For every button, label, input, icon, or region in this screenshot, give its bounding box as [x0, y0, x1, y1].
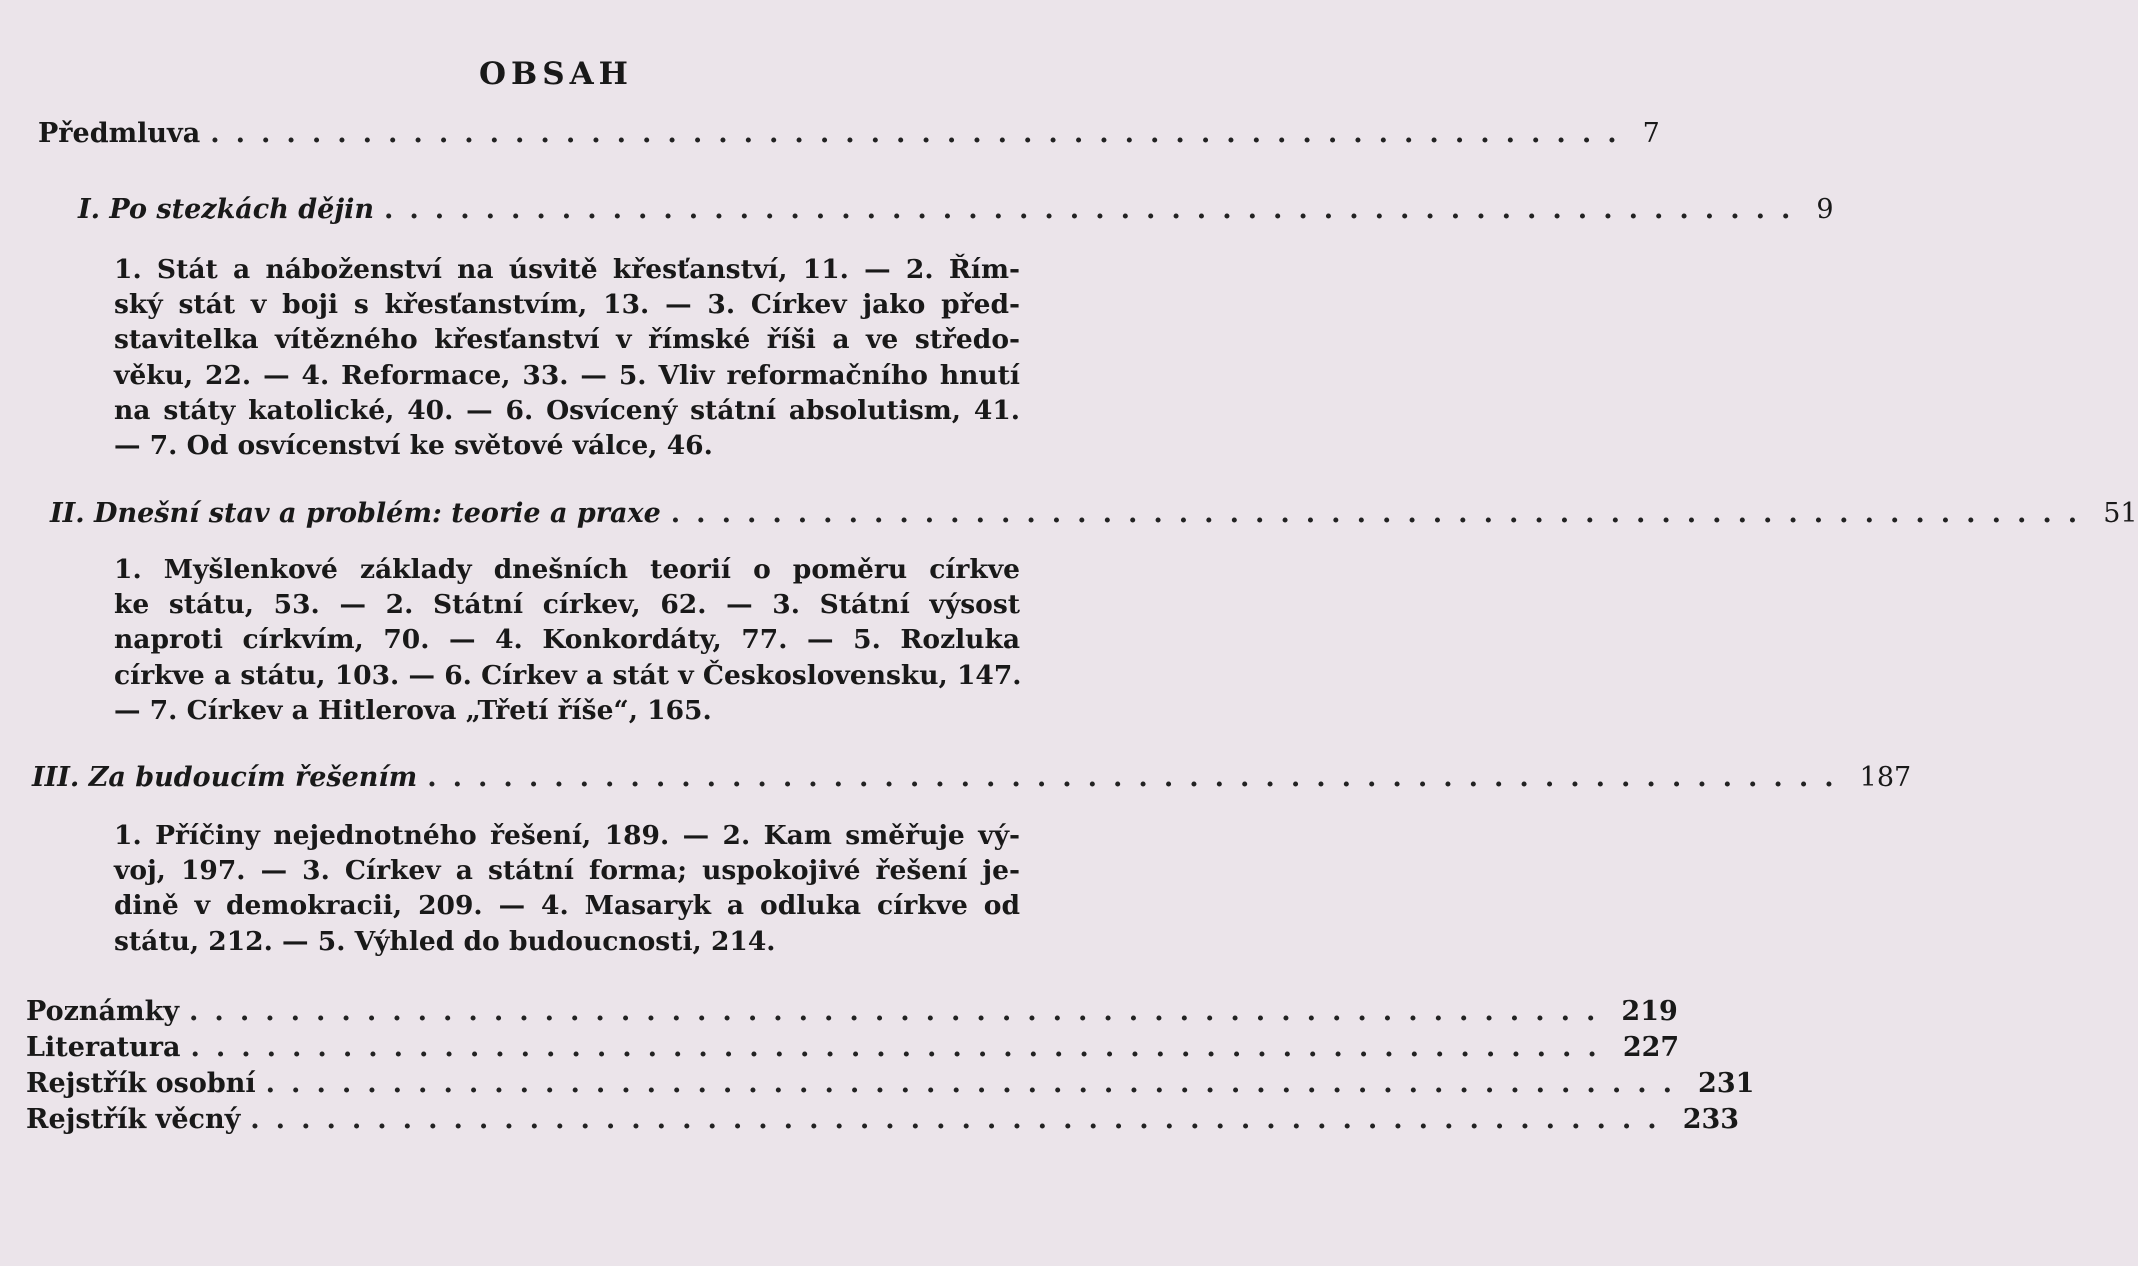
leader-dots: ........................................................: [210, 118, 1633, 149]
toc-entry-label: III. Za budoucím řešením: [32, 762, 418, 793]
leader-dots: ........................................................: [670, 498, 2094, 529]
contents-line: státu, 212. — 5. Výhled do budoucnosti, 214.: [114, 925, 776, 957]
contents-line: na státy katolické, 40. — 6. Osvícený státní absolutism, 41.: [114, 394, 1020, 426]
toc-entry-page: 7: [1642, 118, 1660, 149]
toc-entry-section-1: [78, 194, 1834, 225]
leader-dots: ........................................................: [250, 1104, 1673, 1135]
contents-line: stavitelka vítězného křesťanství v římské říši a ve středo-: [114, 324, 1020, 356]
page-title: OBSAH: [479, 56, 633, 92]
leader-dots: ........................................................: [427, 762, 1850, 793]
toc-entry-section-2: [50, 498, 2138, 529]
contents-line: naproti církvím, 70. — 4. Konkordáty, 77. — 5. Rozluka: [114, 624, 1020, 656]
leader-dots: ........................................................: [189, 996, 1612, 1027]
contents-line: — 7. Církev a Hitlerova „Třetí říše“, 165.: [114, 694, 712, 726]
toc-entry-label: II. Dnešní stav a problém: teorie a praxe: [50, 498, 661, 529]
toc-entry-page: 227: [1622, 1032, 1680, 1063]
contents-line: ke státu, 53. — 2. Státní církev, 62. — 3. Státní výsost: [114, 589, 1020, 621]
toc-entry-literature: [26, 1032, 1680, 1063]
toc-entry-page: 231: [1698, 1068, 1755, 1099]
toc-entry-section-3: [32, 762, 1912, 793]
toc-entry-preface: [38, 118, 1660, 149]
toc-entry-label: Poznámky: [26, 996, 180, 1027]
section-3-contents: [114, 818, 1020, 959]
contents-line: 1. Stát a náboženství na úsvitě křesťanství, 11. — 2. Řím-: [114, 254, 1020, 285]
contents-line: 1. Myšlenkové základy dnešních teorií o poměru církve: [114, 554, 1020, 585]
contents-line: dině v demokracii, 209. — 4. Masaryk a odluka církve od: [114, 890, 1020, 922]
section-2-contents: [114, 552, 1020, 728]
contents-line: věku, 22. — 4. Reformace, 33. — 5. Vliv reformačního hnutí: [114, 359, 1020, 391]
leader-dots: ........................................................: [190, 1032, 1613, 1063]
toc-entry-label: Rejstřík věcný: [26, 1104, 241, 1135]
contents-line: ský stát v boji s křesťanstvím, 13. — 3. Církev jako před-: [114, 289, 1020, 321]
toc-entry-label: I. Po stezkách dějin: [78, 194, 374, 225]
leader-dots: ........................................................: [384, 194, 1807, 225]
leader-dots: ........................................................: [265, 1068, 1689, 1099]
toc-entry-page: 51: [2103, 498, 2138, 529]
contents-line: voj, 197. — 3. Církev a státní forma; uspokojivé řešení je-: [114, 855, 1020, 887]
toc-entry-index-persons: [26, 1068, 1755, 1099]
contents-line: — 7. Od osvícenství ke světové válce, 46.: [114, 430, 713, 462]
toc-entry-index-subjects: [26, 1104, 1740, 1135]
toc-entry-label: Předmluva: [38, 118, 201, 149]
toc-entry-notes: [26, 996, 1678, 1027]
toc-entry-page: 9: [1816, 194, 1834, 225]
toc-entry-label: Literatura: [26, 1032, 181, 1063]
toc-entry-label: Rejstřík osobní: [26, 1068, 256, 1099]
toc-entry-page: 233: [1682, 1104, 1740, 1135]
contents-line: církve a státu, 103. — 6. Církev a stát v Československu, 147.: [114, 659, 1022, 691]
section-1-contents: [114, 252, 1020, 463]
toc-entry-page: 187: [1859, 762, 1912, 793]
toc-entry-page: 219: [1621, 996, 1678, 1027]
contents-line: 1. Příčiny nejednotného řešení, 189. — 2. Kam směřuje vý-: [114, 820, 1020, 851]
